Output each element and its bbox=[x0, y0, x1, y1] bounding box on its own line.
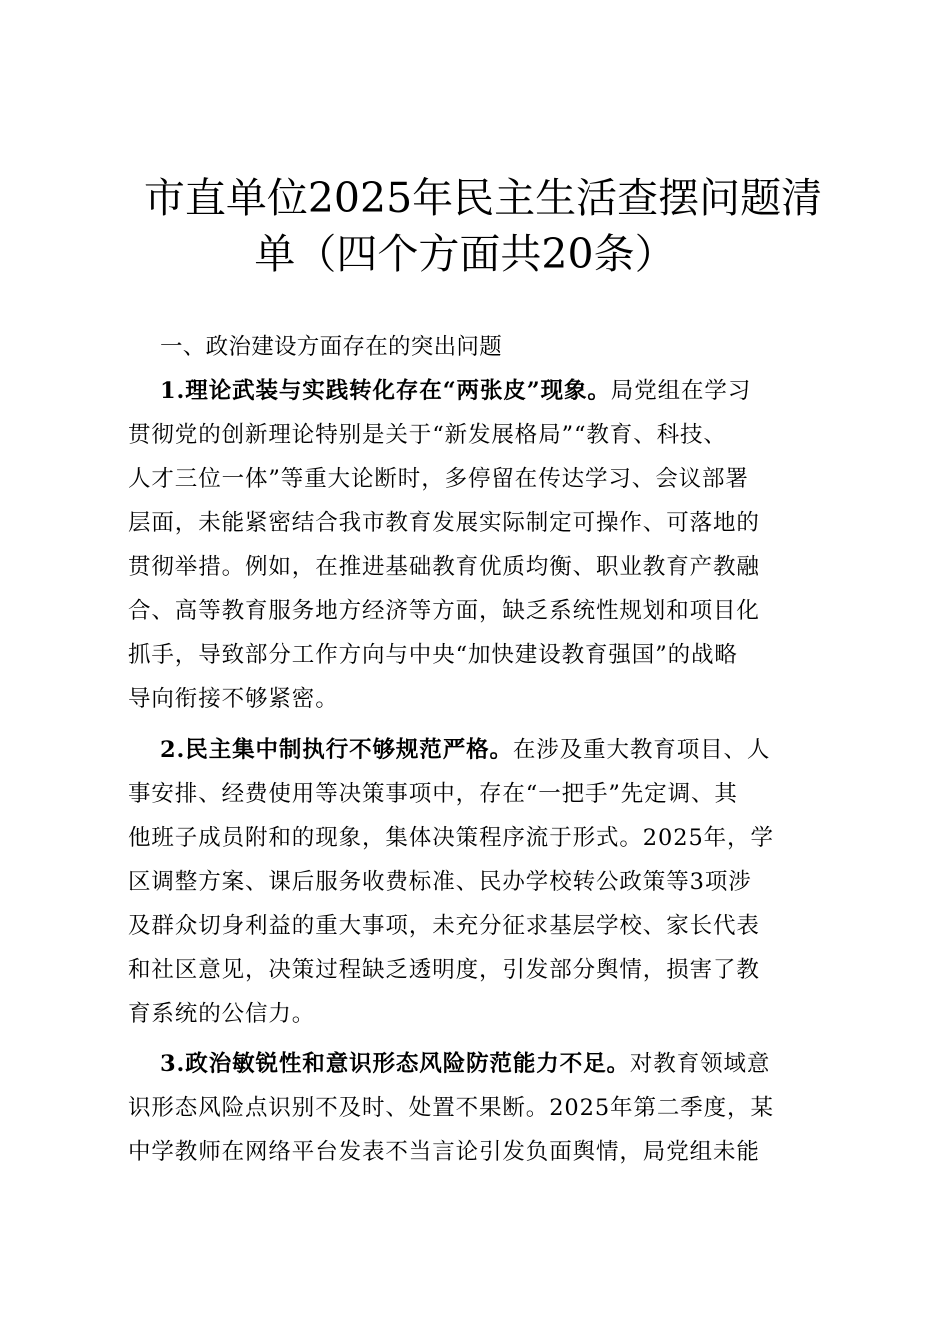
item-3-first-line bbox=[160, 1049, 860, 1079]
item-2-text: 在涉及重大教育项目、人 bbox=[512, 737, 771, 763]
item-2-number: 2. bbox=[160, 737, 186, 763]
document-title-line-2: 单（四个方面共20条） bbox=[254, 230, 676, 278]
item-1-line: 贯彻举措。例如，在推进基础教育优质均衡、职业教育产教融 bbox=[128, 554, 760, 580]
item-3-line: 中学教师在网络平台发表不当言论引发负面舆情，局党组未能 bbox=[128, 1139, 760, 1165]
item-2-line: 区调整方案、课后服务收费标准、民办学校转公政策等3项涉 bbox=[128, 869, 752, 895]
item-2-line: 事安排、经费使用等决策事项中，存在“一把手”先定调、其 bbox=[128, 781, 738, 807]
document-title-line-1: 市直单位2025年民主生活查摆问题清 bbox=[143, 174, 823, 222]
item-1-heading: 理论武装与实践转化存在“两张皮”现象。 bbox=[185, 378, 611, 404]
item-2-line: 和社区意见，决策过程缺乏透明度，引发部分舆情，损害了教 bbox=[128, 957, 760, 983]
item-2-first-line bbox=[160, 735, 860, 765]
item-1-line: 抓手，导致部分工作方向与中央“加快建设教育强国”的战略 bbox=[128, 642, 738, 668]
item-2-line: 及群众切身利益的重大事项，未充分征求基层学校、家长代表 bbox=[128, 913, 760, 939]
item-1-line: 合、高等教育服务地方经济等方面，缺乏系统性规划和项目化 bbox=[128, 598, 760, 624]
item-1-line: 人才三位一体”等重大论断时，多停留在传达学习、会议部署 bbox=[128, 466, 749, 492]
section-heading: 一、政治建设方面存在的突出问题 bbox=[160, 334, 503, 360]
item-1-line: 导向衔接不够紧密。 bbox=[128, 686, 339, 712]
item-2-line: 育系统的公信力。 bbox=[128, 1001, 316, 1027]
item-3-heading: 政治敏锐性和意识形态风险防范能力不足。 bbox=[185, 1051, 630, 1077]
item-1-number: 1. bbox=[160, 378, 186, 404]
item-2-heading: 民主集中制执行不够规范严格。 bbox=[185, 737, 513, 763]
item-3-number: 3. bbox=[160, 1051, 186, 1077]
item-1-line: 贯彻党的创新理论特别是关于“新发展格局”“教育、科技、 bbox=[128, 422, 727, 448]
item-3-text: 对教育领域意 bbox=[629, 1051, 771, 1077]
item-2-line: 他班子成员附和的现象，集体决策程序流于形式。2025年，学 bbox=[128, 825, 774, 851]
item-1-line: 层面，未能紧密结合我市教育发展实际制定可操作、可落地的 bbox=[128, 510, 760, 536]
item-3-line: 识形态风险点识别不及时、处置不果断。2025年第二季度，某 bbox=[128, 1095, 774, 1121]
item-1-first-line bbox=[160, 376, 860, 406]
item-1-text: 局党组在学习 bbox=[610, 378, 752, 404]
